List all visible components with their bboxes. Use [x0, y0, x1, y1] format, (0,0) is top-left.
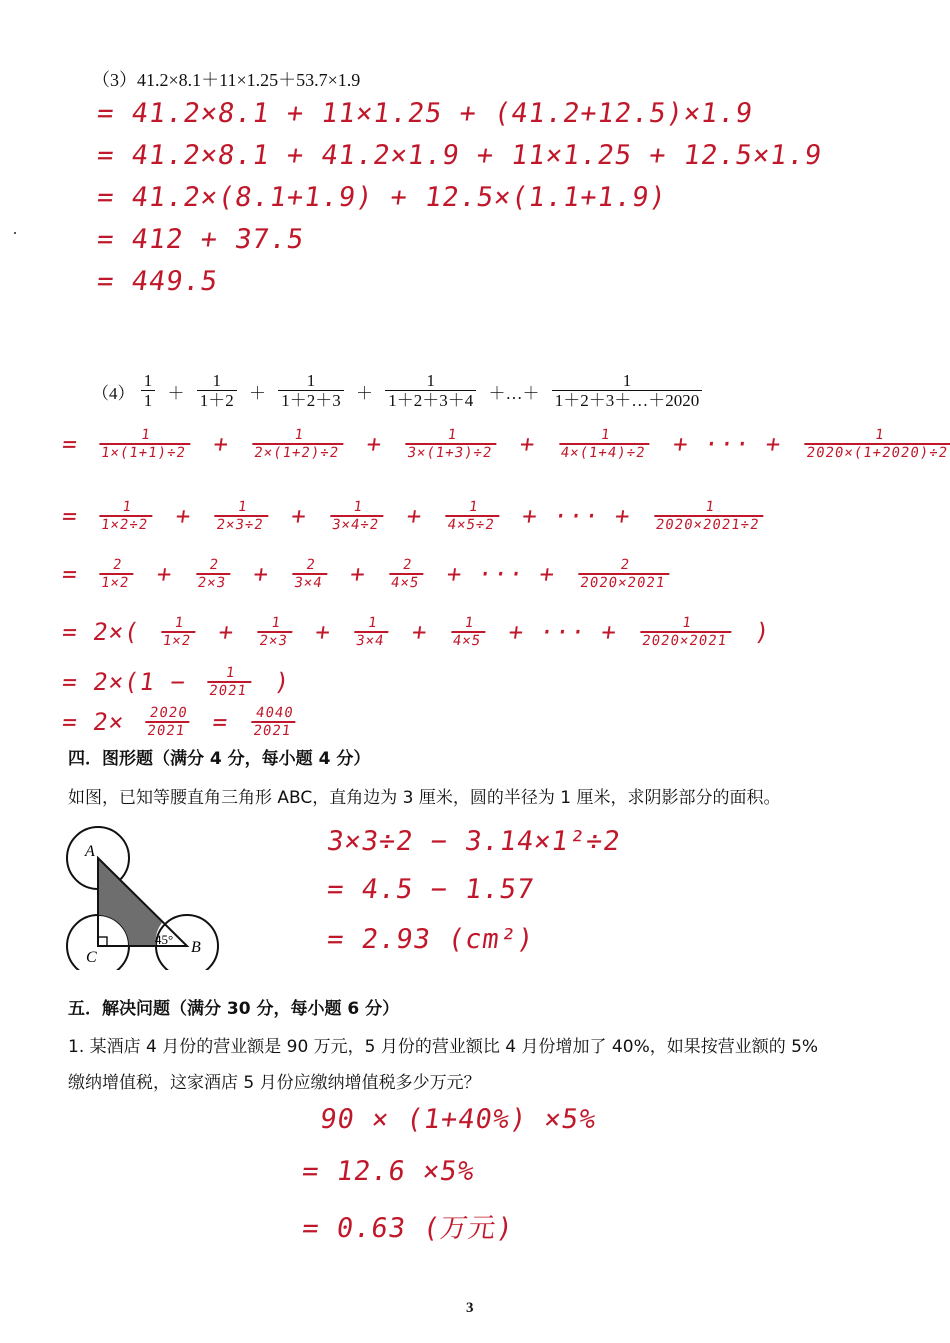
ellipsis: ＋…＋ — [488, 383, 540, 403]
section5-answer-3: = 0.63 (万元) — [300, 1213, 516, 1244]
triangle-circles-figure — [62, 820, 227, 970]
section5-question-line1: 1. 某酒店 4 月份的营业额是 90 万元，5 月份的营业额比 4 月份增加了 40%，如果按营业额的 5% — [68, 1037, 819, 1057]
problem4-step-1: = $\frac{1}{1\times(1+1)\div 2}$ + $\frac{1}{2\times(1+2)\div 2}$ + $\frac{1}{3\times(1+3)\div 2}$ + $\frac{1}{4\times(1+4)\div 2}$ + ··· + $\frac{1}{2020\times(1+2020)\div 2}$ — [60, 428, 950, 461]
right-angle-mark — [98, 937, 107, 946]
section4-answer-3: = 2.93 (cm²) — [325, 924, 537, 955]
problem4-step-2: = $\frac{1}{1\times 2\div 2}$ + $\frac{1}{2\times 3\div 2}$ + $\frac{1}{3\times 4\div 2}$ + $\frac{1}{4\times 5\div 2}$ + ··· + $\frac{1}{2020\times 2021\div 2}$ — [60, 500, 768, 533]
section5-question-line2: 缴纳增值税，这家酒店 5 月份应缴纳增值税多少万元？ — [68, 1073, 481, 1093]
problem3-label: （3） — [92, 70, 137, 90]
problem3-step-3: = 41.2×(8.1+1.9) + 12.5×(1.1+1.9) — [95, 182, 669, 213]
label-c: C — [86, 949, 97, 966]
scan-speck — [14, 232, 16, 234]
angle-label: 45° — [155, 932, 174, 947]
section4-answer-2: = 4.5 − 1.57 — [325, 874, 537, 905]
page-number: 3 — [466, 1300, 474, 1316]
problem3-step-5: = 449.5 — [95, 266, 221, 297]
problem4-step-6: = 2× $\frac{2020}{2021}$ = $\frac{4040}{2021}$ — [60, 705, 295, 739]
problem3-step-1: = 41.2×8.1 + 11×1.25 + (41.2+12.5)×1.9 — [95, 98, 756, 129]
problem4-step-5: = 2×(1 − $\frac{1}{2021}$ ) — [60, 665, 292, 699]
problem3-step-4: = 412 + 37.5 — [95, 224, 307, 255]
problem3-step-2: = 41.2×8.1 + 41.2×1.9 + 11×1.25 + 12.5×1.9 — [95, 140, 825, 171]
section5-answer-2: = 12.6 ×5% — [300, 1156, 477, 1187]
problem4-term-1: $\frac{1}{1}$ — [141, 372, 156, 410]
label-b: B — [191, 939, 201, 956]
problem4-term-3: $\frac{1}{1+2+3}$ — [278, 372, 344, 410]
section4-title: 四．图形题（满分 4 分，每小题 4 分） — [68, 749, 371, 769]
section5-answer-1: 90 × (1+40%) ×5% — [318, 1104, 599, 1135]
plus-sign: ＋ — [167, 383, 185, 403]
problem4-step-4: = 2×( $\frac{1}{1\times 2}$ + $\frac{1}{2\times 3}$ + $\frac{1}{3\times 4}$ + $\frac{1}{4\times 5}$ + ··· + $\frac{1}{2020\times 2021}$ ) — [60, 615, 773, 649]
problem4-label: （4） — [92, 383, 135, 403]
plus-sign: ＋ — [249, 383, 266, 403]
problem4-term-4: $\frac{1}{1+2+3+4}$ — [385, 372, 476, 410]
section5-title: 五．解决问题（满分 30 分，每小题 6 分） — [68, 999, 400, 1019]
plus-sign: ＋ — [356, 383, 373, 403]
problem4-step-3: = $\frac{2}{1\times 2}$ + $\frac{2}{2\times 3}$ + $\frac{2}{3\times 4}$ + $\frac{2}{4\times 5}$ + ··· + $\frac{2}{2020\times 2021}$ — [60, 558, 674, 591]
problem3-expression: 41.2×8.1＋11×1.25＋53.7×1.9 — [137, 70, 361, 90]
label-a: A — [85, 843, 95, 860]
problem3-heading — [92, 66, 360, 92]
problem4-term-5: $\frac{1}{1+2+3+\dots+2020}$ — [552, 372, 703, 410]
section4-question: 如图，已知等腰直角三角形 ABC，直角边为 3 厘米，圆的半径为 1 厘米，求阴影部分的面积。 — [68, 788, 781, 808]
problem4-term-2: $\frac{1}{1+2}$ — [197, 372, 237, 410]
shaded-region — [98, 858, 162, 946]
section4-answer-1: 3×3÷2 − 3.14×1²÷2 — [325, 826, 623, 857]
problem4-heading — [92, 372, 704, 410]
